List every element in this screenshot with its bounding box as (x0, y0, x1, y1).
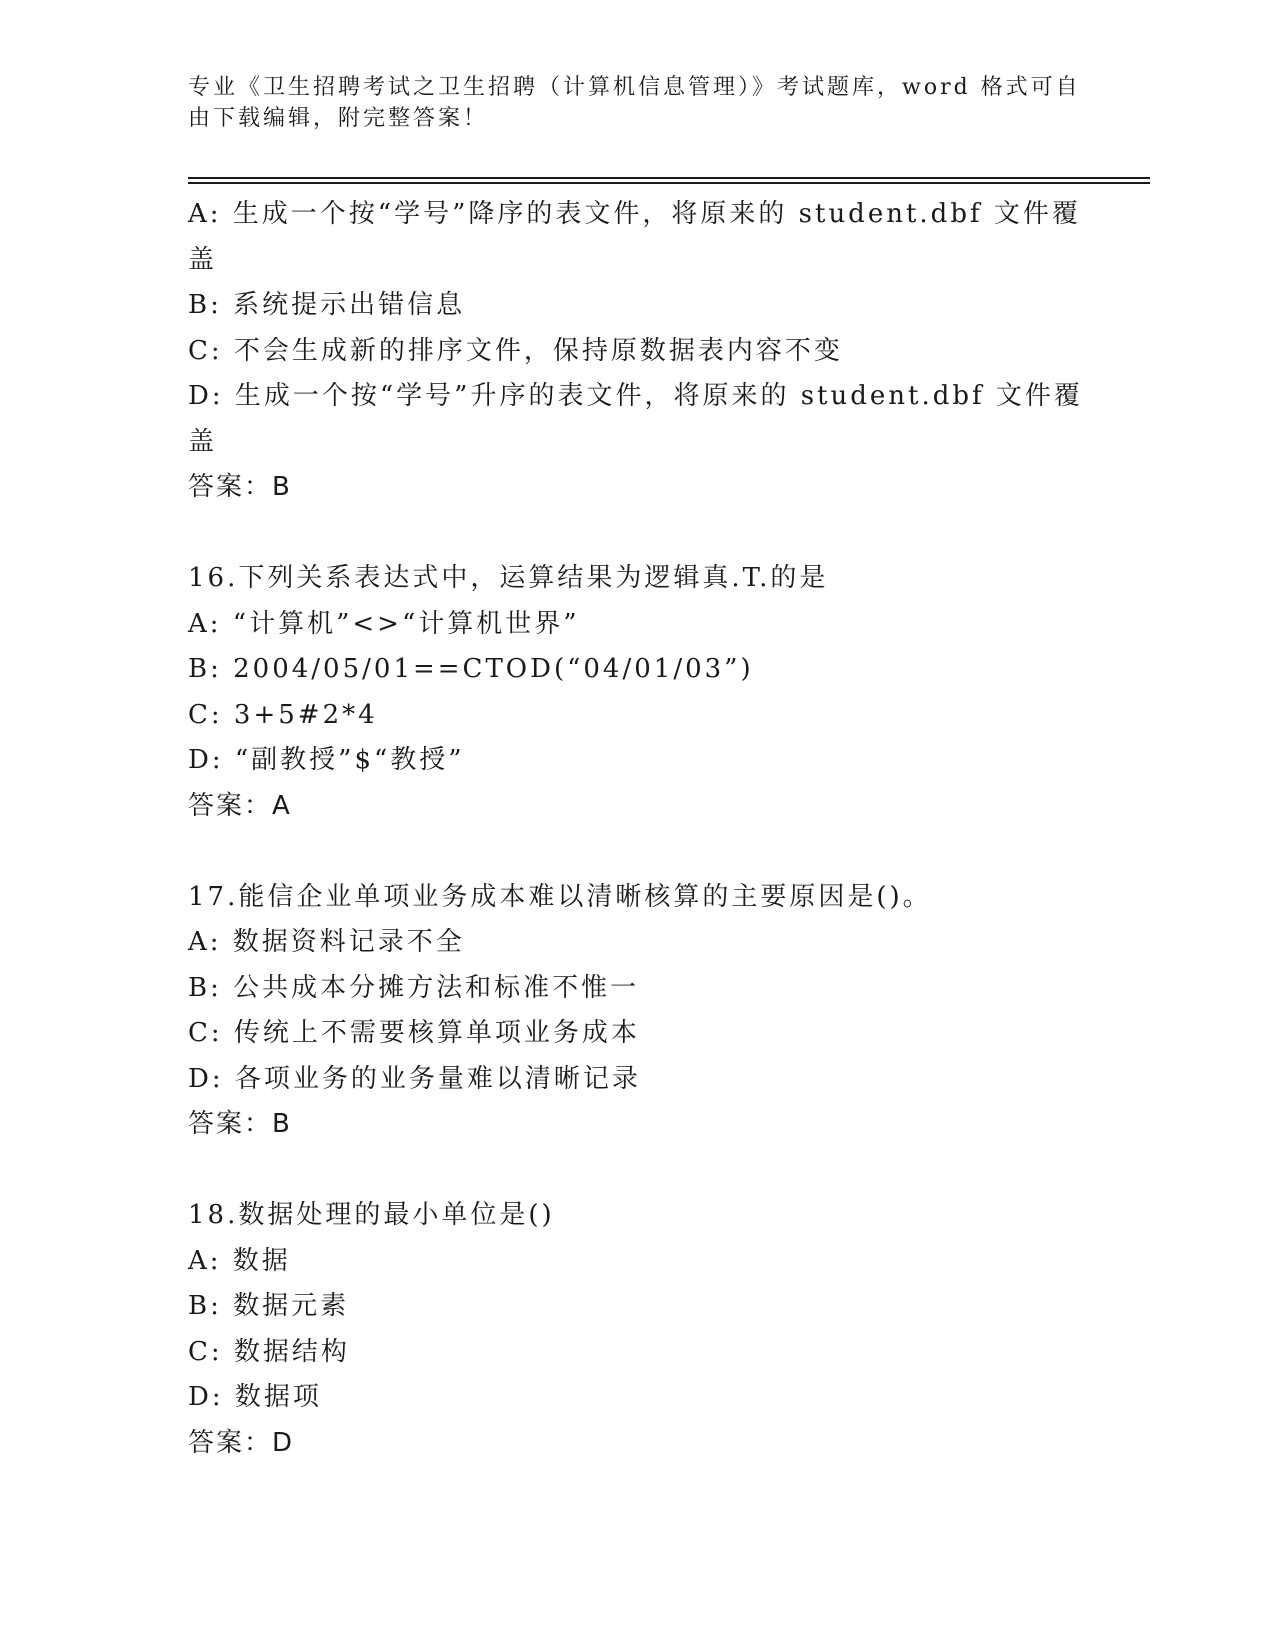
answer-line: 答案：B (188, 1109, 292, 1139)
question-text: 18.数据处理的最小单位是() (188, 1200, 555, 1230)
option-d-continued: 盖 (188, 426, 218, 457)
option-b: B: 系统提示出错信息 (188, 290, 466, 320)
option-d: D: 生成一个按“学号”升序的表文件，将原来的 student.dbf 文件覆 (188, 381, 1083, 411)
option-a: A: 数据 (188, 1245, 291, 1276)
option-b: B: 2004/05/01==CTOD(“04/01/03”) (188, 654, 754, 684)
option-c: C: 传统上不需要核算单项业务成本 (188, 1018, 640, 1048)
option-c: C: 3+5#2*4 (188, 699, 378, 730)
question-list (188, 192, 1088, 1466)
option-a: A: “计算机”<>“计算机世界” (188, 608, 580, 639)
option-d: D: 数据项 (188, 1382, 322, 1412)
answer-line: 答案：D (188, 1427, 295, 1458)
spacer (188, 1148, 1088, 1194)
document-header (188, 72, 1081, 134)
option-b: B: 数据元素 (188, 1291, 350, 1321)
header-rule-bottom (188, 182, 1150, 184)
option-a-continued: 盖 (188, 244, 218, 275)
option-b: B: 公共成本分摊方法和标准不惟一 (188, 972, 640, 1003)
header-line-1: 专业《卫生招聘考试之卫生招聘（计算机信息管理）》考试题库，word 格式可自 (188, 75, 1081, 100)
spacer (188, 829, 1088, 875)
option-d: D: “副教授”$“教授” (188, 745, 465, 775)
spacer (188, 511, 1088, 557)
header-rule-top (188, 177, 1150, 179)
header-line-2: 由下载编辑，附完整答案！ (188, 106, 489, 131)
question-15-continued (188, 192, 1088, 511)
question-18 (188, 1193, 1088, 1466)
option-a: A: 数据资料记录不全 (188, 927, 465, 957)
question-16 (188, 556, 1088, 829)
option-d: D: 各项业务的业务量难以清晰记录 (188, 1063, 641, 1094)
answer-line: 答案：B (188, 472, 292, 502)
question-text: 17.能信企业单项业务成本难以清晰核算的主要原因是()。 (188, 881, 932, 912)
question-17 (188, 875, 1088, 1148)
option-a: A: 生成一个按“学号”降序的表文件，将原来的 student.dbf 文件覆 (188, 199, 1081, 229)
option-c: C: 数据结构 (188, 1336, 350, 1367)
option-c: C: 不会生成新的排序文件，保持原数据表内容不变 (188, 335, 843, 366)
question-text: 16.下列关系表达式中，运算结果为逻辑真.T.的是 (188, 563, 829, 593)
answer-line: 答案：A (188, 790, 292, 821)
